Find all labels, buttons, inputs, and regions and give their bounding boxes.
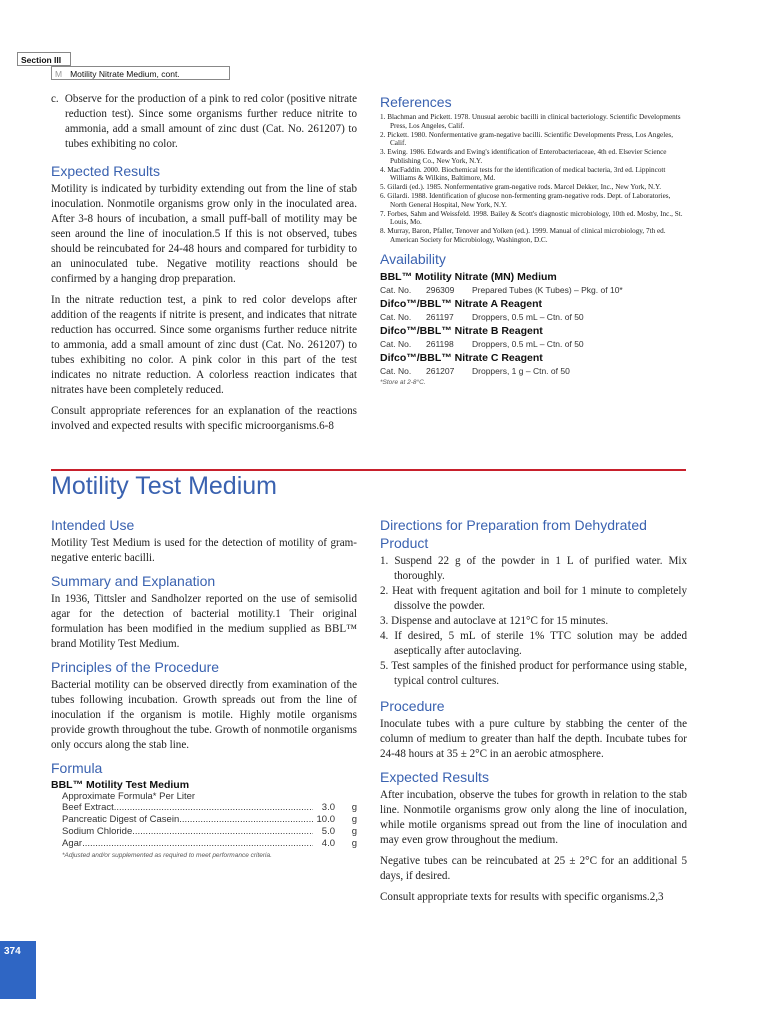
cat-number: 261198 xyxy=(426,339,454,349)
references-heading: References xyxy=(380,94,452,110)
availability-heading: Availability xyxy=(380,251,446,267)
cat-label: Cat. No. xyxy=(380,312,412,322)
ingredient-name: Beef Extract xyxy=(62,802,114,813)
cat-label: Cat. No. xyxy=(380,366,412,376)
references-list xyxy=(380,113,687,244)
formula-product: BBL™ Motility Test Medium xyxy=(51,779,190,791)
reference-item: 6. Gilardi. 1988. Identification of glucose non-fermenting gram-negative rods. Dept. of Laboratories, North General Hospital, New York, N.Y. xyxy=(380,192,671,209)
page-title: Motility Test Medium xyxy=(51,472,277,500)
cat-description: Droppers, 1 g – Ctn. of 50 xyxy=(472,366,570,376)
formula-heading: Formula xyxy=(51,760,103,776)
formula-row xyxy=(51,838,357,850)
expected-results-p1: After incubation, observe the tubes for growth in relation to the stab line. Nonmotile organisms grow only along the line of inoculation, while motile organisms spread out from the line of inoculation and may even grow throughout the medium. xyxy=(380,789,687,846)
bottom-right-column xyxy=(380,512,687,911)
summary-heading: Summary and Explanation xyxy=(51,573,216,589)
direction-step: 1. Suspend 22 g of the powder in 1 L of purified water. Mix thoroughly. xyxy=(380,555,687,582)
cat-number: 296309 xyxy=(426,285,455,295)
step-c xyxy=(51,92,357,152)
reference-item: 1. Blachman and Pickett. 1978. Unusual aerobic bacilli in clinical bacteriology. Scientific Developments Press, Los Angeles, Calif. xyxy=(380,113,681,130)
step-c-label: c. xyxy=(51,93,59,105)
ingredient-unit: g xyxy=(351,814,357,825)
intended-use-text: Motility Test Medium is used for the detection of motility of gram-negative enteric bacilli. xyxy=(51,537,357,564)
direction-step: 4. If desired, 5 mL of sterile 1% TTC solution may be added aseptically after autoclaving. xyxy=(380,630,687,657)
procedure-text: Inoculate tubes with a pure culture by stabbing the center of the column of medium to greater than half the depth. Incubate tubes for 24-48 hours at 35 ± 2°C in an aerobic atmosphere. xyxy=(380,718,687,760)
formula-row xyxy=(51,802,357,814)
product-catalog-line xyxy=(380,366,687,376)
ingredient-name: Pancreatic Digest of Casein xyxy=(62,814,180,825)
reference-item: 7. Forbes, Sahm and Weissfeld. 1998. Bailey & Scott's diagnostic microbiology, 10th ed. Mosby, Inc., St. Louis, Mo. xyxy=(380,209,683,226)
product-name: Difco™/BBL™ Nitrate A Reagent xyxy=(380,298,542,310)
direction-step: 2. Heat with frequent agitation and boil for 1 minute to completely dissolve the powder. xyxy=(380,585,687,612)
ingredient-name: Agar xyxy=(62,838,83,849)
formula-row xyxy=(51,814,357,826)
step-c-text: Observe for the production of a pink to red color (positive nitrate reduction test). Since some organisms further reduce nitrite to ammonia, add a small amount of zinc dust (Cat. No. 261207) to tubes exhibiting no color. xyxy=(64,93,358,150)
reference-item: 4. MacFaddin. 2000. Biochemical tests for the identification of medical bacteria, 3rd ed. Lippincott Williams & Wilkins, Baltimore, Md. xyxy=(380,165,666,182)
ingredient-unit: g xyxy=(351,826,357,837)
product-catalog-line xyxy=(380,312,687,322)
formula-row xyxy=(51,826,357,838)
ingredient-amount: 3.0 xyxy=(321,802,335,813)
running-header xyxy=(51,66,230,80)
cat-description: Prepared Tubes (K Tubes) – Pkg. of 10* xyxy=(472,285,623,295)
page-number-tab xyxy=(0,941,36,999)
reference-item: 2. Pickett. 1980. Nonfermentative gram-negative bacilli. Scientific Developments Press, Los Angeles, Calif. xyxy=(380,130,674,147)
cat-description: Droppers, 0.5 mL – Ctn. of 50 xyxy=(472,312,584,322)
product-name: Difco™/BBL™ Nitrate C Reagent xyxy=(380,352,543,364)
principles-heading: Principles of the Procedure xyxy=(51,659,220,675)
product-catalog-line xyxy=(380,285,687,295)
reference-item: 5. Gilardi (ed.). 1985. Nonfermentative gram-negative rods. Marcel Dekker, Inc., New York, N.Y. xyxy=(380,183,662,191)
top-left-column xyxy=(51,92,357,440)
formula-subtitle: Approximate Formula* Per Liter xyxy=(62,791,196,802)
directions-list xyxy=(380,554,687,689)
storage-footnote: *Store at 2-8°C. xyxy=(380,379,426,386)
section-label: Section III xyxy=(17,52,71,66)
bottom-left-column xyxy=(51,512,357,859)
cat-label: Cat. No. xyxy=(380,285,412,295)
cat-description: Droppers, 0.5 mL – Ctn. of 50 xyxy=(472,339,584,349)
expected-results-p3: Consult appropriate references for an explanation of the reactions involved and expected results with specific microorganisms.6-8 xyxy=(51,405,357,432)
expected-results-p2: Negative tubes can be reincubated at 25 ± 2°C for an additional 5 days, if desired. xyxy=(380,855,687,882)
expected-results-p2: In the nitrate reduction test, a pink to red color develops after addition of the reagents if nitrite is present, and indicates that nitrate reduction has occurred. Since some organisms further reduce nitrite to ammonia, add a small amount of zinc dust (Cat. No. 261207) to tubes exhibiting no color. A pink color in this part of the test indicates no nitrate reduction. A colorless reaction indicates that nitrates have been completely reduced. xyxy=(51,294,357,396)
cat-number: 261197 xyxy=(426,312,454,322)
page-number: 374 xyxy=(4,946,21,957)
ingredient-unit: g xyxy=(351,802,357,813)
direction-step: 3. Dispense and autoclave at 121°C for 15 minutes. xyxy=(380,615,609,627)
summary-text: In 1936, Tittsler and Sandholzer reported on the use of semisolid agar for the detection of bacterial motility.1 Their original formulation has been modified in the medium supplied as BBL™ brand Motility Test Medium. xyxy=(51,593,357,650)
ingredient-name: Sodium Chloride xyxy=(62,826,133,837)
product-name: Difco™/BBL™ Nitrate B Reagent xyxy=(380,325,543,337)
step-list-continued xyxy=(51,92,357,152)
running-header-title: Motility Nitrate Medium, cont. xyxy=(70,69,180,79)
ingredient-amount: 10.0 xyxy=(316,814,335,825)
expected-results-heading: Expected Results xyxy=(380,769,489,785)
expected-results-heading: Expected Results xyxy=(51,163,160,179)
ingredient-amount: 5.0 xyxy=(321,826,335,837)
reference-item: 8. Murray, Baron, Pfaller, Tenover and Yolken (ed.). 1999. Manual of clinical microbiology, 7th ed. American Society for Microbiology, Washington, D.C. xyxy=(380,227,666,244)
expected-results-p1: Motility is indicated by turbidity extending out from the line of stab inoculation. Nonmotile organisms grow only in the inoculated area. After 3-8 hours of incubation, a small puff-ball of motility may be seen around the line of inoculation.5 If this is not observed, tubes should be reincubated for 24-48 hours and compared for turbidity to an uninoculated tube. Negative motility reactions should be confirmed by a hanging drop preparation. xyxy=(51,183,357,285)
ingredient-unit: g xyxy=(351,838,357,849)
direction-step: 5. Test samples of the finished product for performance using stable, typical control cultures. xyxy=(380,660,687,687)
expected-results-p3: Consult appropriate texts for results with specific organisms.2,3 xyxy=(380,891,664,903)
ingredient-amount: 4.0 xyxy=(321,838,335,849)
product-name: BBL™ Motility Nitrate (MN) Medium xyxy=(380,271,557,283)
cat-label: Cat. No. xyxy=(380,339,412,349)
product-catalog-line xyxy=(380,339,687,349)
formula-footnote: *Adjusted and/or supplemented as required to meet performance criteria. xyxy=(62,852,272,859)
reference-item: 3. Ewing. 1986. Edwards and Ewing's identification of Enterobacteriaceae, 4th ed. Elsevier Science Publishing Co., New York, N.Y. xyxy=(380,148,667,165)
cat-number: 261207 xyxy=(426,366,455,376)
top-right-column xyxy=(380,89,687,386)
principles-text: Bacterial motility can be observed directly from examination of the tubes following incubation. Growth spreads out from the line of inoculation if the organism is motile. Highly motile organisms provide growth throughout the tube. Growth of nonmotile organisms only occurs along the stab line. xyxy=(51,679,357,751)
intended-use-heading: Intended Use xyxy=(51,517,135,533)
section-letter: M xyxy=(55,69,63,79)
directions-heading: Directions for Preparation from Dehydrated Product xyxy=(380,517,647,551)
section-divider xyxy=(51,469,686,471)
procedure-heading: Procedure xyxy=(380,698,445,714)
